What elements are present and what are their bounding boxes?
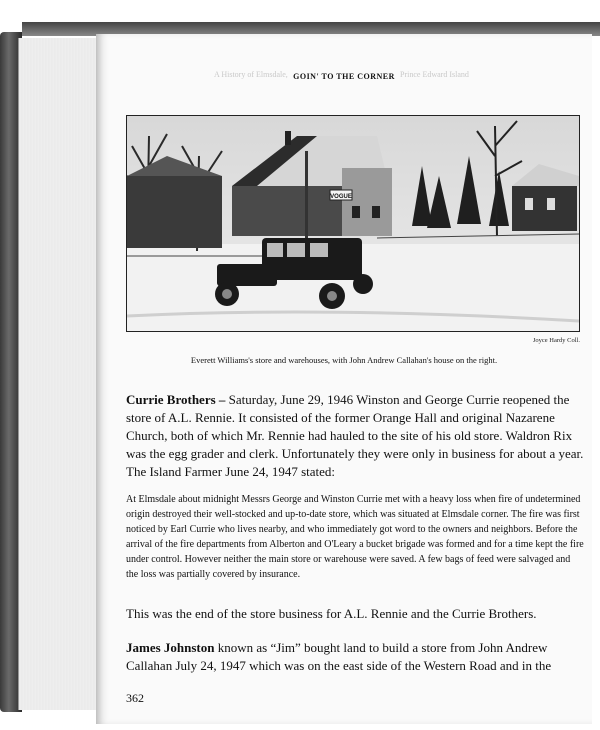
- james-johnston-heading: James Johnston: [126, 640, 215, 655]
- historical-photo: [126, 115, 580, 332]
- closing-paragraph: This was the end of the store business for A.L. Rennie and the Currie Brothers.: [126, 606, 537, 621]
- photo-credit: Joyce Hardy Coll.: [532, 337, 580, 344]
- james-johnston-paragraph: [126, 639, 584, 675]
- page-number: 362: [126, 691, 144, 705]
- store-sign-text: VOGUE: [330, 194, 352, 200]
- currie-brothers-text: Saturday, June 29, 1946 Winston and George Currie reopened the store of A.L. Rennie. It consisted of the former Orange Hall and original Nazarene Church, both of which Mr. Rennie had hauled to the site of his old store. Waldron Rix was the egg grader and clerk. Unfortunately they were only in business for about a year. The Island Farmer June 24, 1947 stated:: [126, 392, 584, 479]
- currie-brothers-heading: Currie Brothers –: [126, 392, 226, 407]
- page-stack-edge: [18, 38, 101, 710]
- james-johnston-text: known as “Jim” bought land to build a store from John Andrew Callahan July 24, 1947 which was on the east side of the Western Road and in the: [126, 640, 552, 673]
- bleed-through-text-left: A History of Elmsdale,: [214, 70, 288, 79]
- island-farmer-quote: At Elmsdale about midnight Messrs George and Winston Currie met with a heavy loss when fire of undetermined origin destroyed their well-stocked and up-to-date store, which was situated at Elmsdale corner. The fire was first noticed by Earl Currie who lives nearby, and who immediately got word to the owners and neighbors. Before the arrival of the fire departments from Alberton and O'Leary a bucket brigade was formed and for a time kept the fire under control. However neither the main store or warehouse were saved. A few bags of feed were salvaged and the loss was partially covered by insurance.: [126, 494, 584, 580]
- running-header: GOIN' TO THE CORNER: [293, 72, 395, 81]
- bleed-through-text-right: Prince Edward Island: [400, 70, 469, 79]
- photo-caption: Everett Williams's store and warehouses, with John Andrew Callahan's house on the right.: [190, 355, 498, 365]
- book: [0, 22, 600, 730]
- currie-brothers-paragraph: [126, 391, 584, 481]
- book-page: [96, 34, 592, 724]
